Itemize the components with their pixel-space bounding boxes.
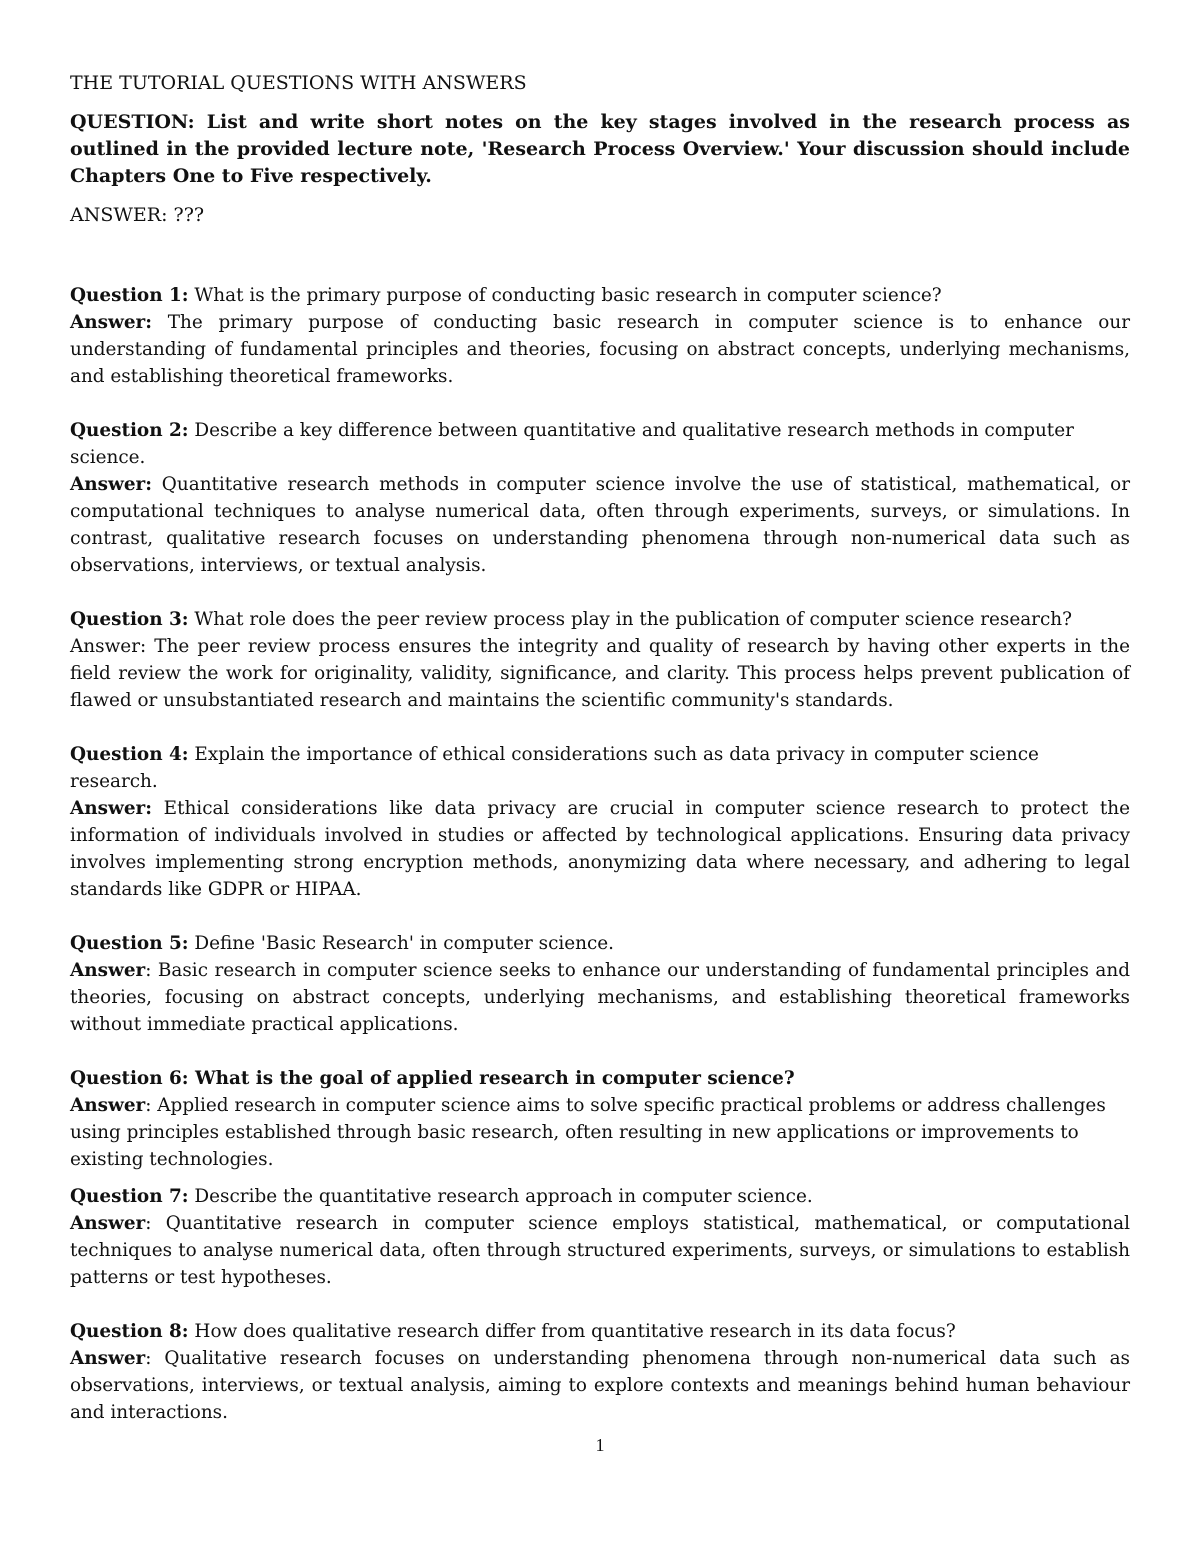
answer-label: Answer: xyxy=(70,474,153,495)
document-page xyxy=(70,70,1130,1453)
qa-item-8 xyxy=(70,1318,1130,1426)
question-label: Question 7: xyxy=(70,1186,189,1207)
question-text: What role does the peer review process play in the publication of computer science research? xyxy=(188,609,1072,630)
question-text: Explain the importance of ethical considerations such as data privacy in computer science research. xyxy=(70,744,1039,792)
answer-label: Answer xyxy=(70,1095,146,1116)
answer-text: : Quantitative research in computer science employs statistical, mathematical, or computational techniques to analyse numerical data, often through structured experiments, surveys, or simulations to establish patterns or test hypotheses. xyxy=(70,1213,1130,1288)
answer-text: : Applied research in computer science aims to solve specific practical problems or address challenges using principles established through basic research, often resulting in new applications or improvements to existing technologies. xyxy=(70,1095,1106,1170)
answer-text: The primary purpose of conducting basic research in computer science is to enhance our understanding of fundamental principles and theories, focusing on abstract concepts, underlying mechanisms, and establishing theoretical frameworks. xyxy=(70,312,1130,387)
answer-label: Answer: xyxy=(70,798,153,819)
answer-label: Answer xyxy=(70,960,146,981)
question-label: Question 8: xyxy=(70,1321,189,1342)
question-label: Question 6: xyxy=(70,1068,189,1089)
answer-label: Answer xyxy=(70,1213,146,1234)
document-title: THE TUTORIAL QUESTIONS WITH ANSWERS xyxy=(70,72,527,94)
answer-label: Answer xyxy=(70,1348,146,1369)
qa-item-6 xyxy=(70,1065,1130,1173)
qa-item-5 xyxy=(70,930,1130,1038)
question-label: Question 3: xyxy=(70,609,189,630)
qa-item-7 xyxy=(70,1183,1130,1291)
question-text: What is the primary purpose of conducting basic research in computer science? xyxy=(188,285,942,306)
main-answer: ANSWER: ??? xyxy=(70,204,205,226)
question-text: Describe a key difference between quantitative and qualitative research methods in computer science. xyxy=(70,420,1074,468)
answer-text: : Basic research in computer science seeks to enhance our understanding of fundamental principles and theories, focusing on abstract concepts, underlying mechanisms, and establishing theoretical frameworks without immediate practical applications. xyxy=(70,960,1130,1035)
main-question: QUESTION: List and write short notes on the key stages involved in the research process as outlined in the provided lecture note, 'Research Process Overview.' Your discussion should include Chapters One to Five respectively. xyxy=(70,111,1130,187)
page-number: 1 xyxy=(595,1435,605,1455)
question-text: Define 'Basic Research' in computer science. xyxy=(188,933,615,954)
question-text: Describe the quantitative research approach in computer science. xyxy=(188,1186,813,1207)
qa-item-2 xyxy=(70,417,1130,579)
question-label: Question 1: xyxy=(70,285,189,306)
question-text: What is the goal of applied research in computer science? xyxy=(188,1068,795,1089)
qa-item-1 xyxy=(70,282,1130,390)
answer-text: Answer: The peer review process ensures the integrity and quality of research by having other experts in the field review the work for originality, validity, significance, and clarity. This process helps prevent publication of flawed or unsubstantiated research and maintains the scientific community's standards. xyxy=(70,636,1130,711)
question-label: Question 5: xyxy=(70,933,189,954)
answer-text: Quantitative research methods in computer science involve the use of statistical, mathematical, or computational techniques to analyse numerical data, often through experiments, surveys, or simulations. In contrast, qualitative research focuses on understanding phenomena through non-numerical data such as observations, interviews, or textual analysis. xyxy=(70,474,1130,576)
answer-label: Answer: xyxy=(70,312,153,333)
answer-text: Ethical considerations like data privacy are crucial in computer science research to protect the information of individuals involved in studies or affected by technological applications. Ensuring data privacy involves implementing strong encryption methods, anonymizing data where necessary, and adhering to legal standards like GDPR or HIPAA. xyxy=(70,798,1130,900)
question-label: Question 4: xyxy=(70,744,189,765)
question-label: Question 2: xyxy=(70,420,189,441)
answer-text: : Qualitative research focuses on understanding phenomena through non-numerical data such as observations, interviews, or textual analysis, aiming to explore contexts and meanings behind human behaviour and interactions. xyxy=(70,1348,1130,1423)
question-text: How does qualitative research differ from quantitative research in its data focus? xyxy=(188,1321,956,1342)
qa-item-3 xyxy=(70,606,1130,714)
qa-item-4 xyxy=(70,741,1130,903)
